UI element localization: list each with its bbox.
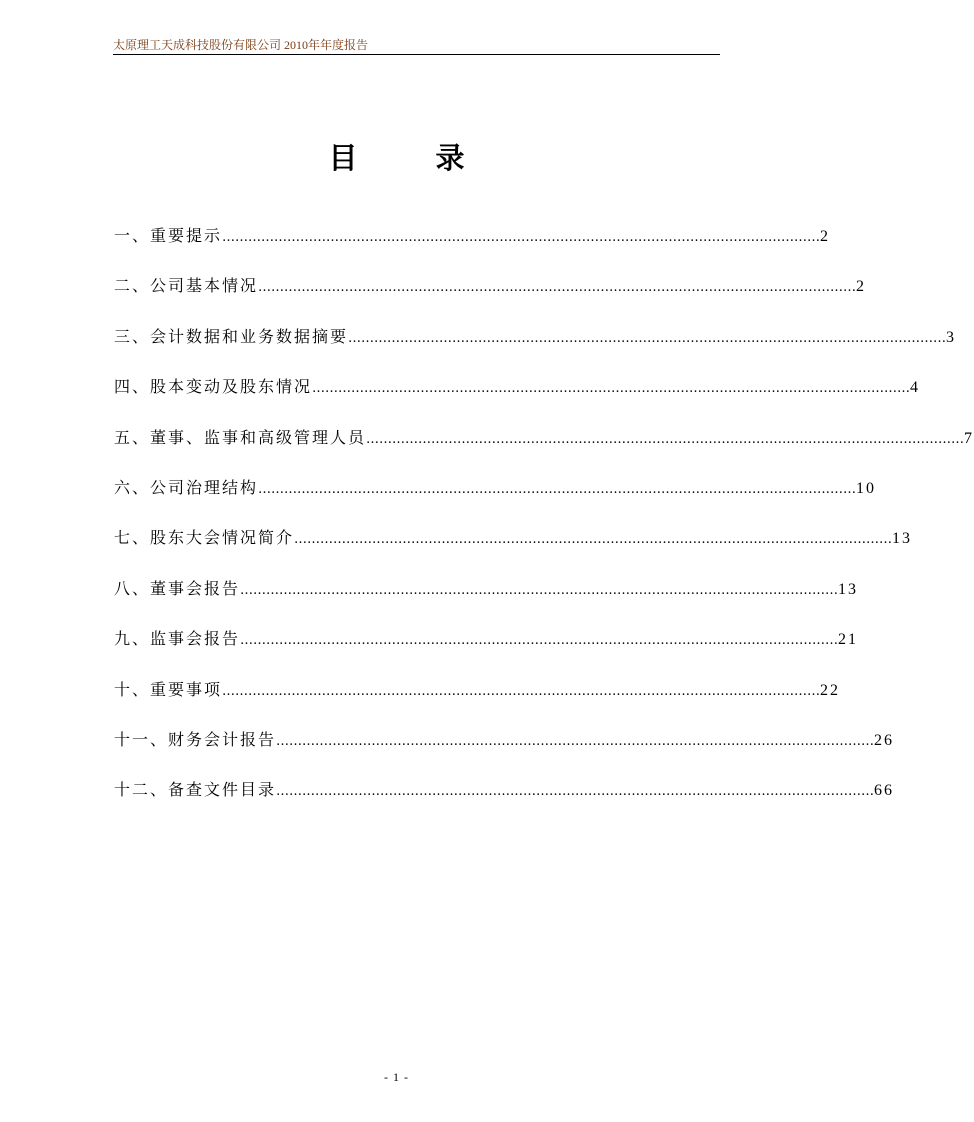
- toc-entry-page: 2: [856, 278, 867, 296]
- toc-entry[interactable]: [114, 224, 831, 274]
- toc-dot-leader: …………………………………………………………………………………………………………………………: [222, 683, 821, 699]
- toc-entry-label: 四、股本变动及股东情况: [114, 377, 313, 397]
- toc-entry-label: 十、重要事项: [114, 679, 223, 699]
- toc-entry[interactable]: [114, 678, 841, 728]
- toc-entry-page: 22: [820, 681, 841, 699]
- toc-dot-leader: …………………………………………………………………………………………………………………………: [366, 431, 965, 447]
- toc-dot-leader: …………………………………………………………………………………………………………………………: [240, 582, 839, 598]
- toc-entry-label: 九、监事会报告: [114, 629, 241, 649]
- toc-entry-label: 十二、备查文件目录: [114, 780, 277, 800]
- toc-entry-page: 13: [892, 530, 913, 548]
- toc-entry-label: 三、会计数据和业务数据摘要: [114, 326, 349, 346]
- toc-entry-page: 2: [820, 228, 831, 245]
- toc-dot-leader: …………………………………………………………………………………………………………………………: [258, 280, 857, 296]
- toc-entry[interactable]: [114, 627, 859, 677]
- toc-entry[interactable]: [114, 778, 895, 828]
- toc-entry-label: 一、重要提示: [114, 226, 223, 245]
- toc-entry[interactable]: [114, 476, 877, 526]
- toc-dot-leader: …………………………………………………………………………………………………………………………: [294, 532, 893, 548]
- header-text: 太原理工天成科技股份有限公司 2010年年度报告: [113, 38, 369, 52]
- toc-entry-label: 五、董事、监事和高级管理人员: [114, 427, 367, 447]
- toc-entry-label: 二、公司基本情况: [114, 276, 259, 296]
- toc-entry[interactable]: [114, 375, 921, 425]
- toc-entry-label: 六、公司治理结构: [114, 477, 259, 497]
- toc-dot-leader: …………………………………………………………………………………………………………………………: [258, 481, 857, 497]
- toc-entry-page: 13: [838, 580, 859, 598]
- toc-entry-page: 66: [874, 782, 895, 800]
- toc-entry[interactable]: [114, 274, 867, 324]
- toc-entry-page: 4: [910, 379, 921, 397]
- toc-entry-label: 十一、财务会计报告: [114, 729, 277, 749]
- running-header: [113, 36, 720, 55]
- toc-dot-leader: …………………………………………………………………………………………………………………………: [276, 784, 875, 800]
- toc-entry[interactable]: [114, 426, 974, 476]
- toc-entry[interactable]: [114, 728, 895, 778]
- toc-entry-page: 26: [874, 731, 895, 749]
- page-title: 目 录: [328, 141, 499, 175]
- table-of-contents: [114, 224, 974, 829]
- toc-dot-leader: …………………………………………………………………………………………………………………………: [222, 230, 821, 245]
- toc-entry-page: 10: [856, 479, 877, 497]
- toc-entry-page: 21: [838, 631, 859, 649]
- toc-entry-page: 7: [964, 429, 974, 447]
- toc-entry-page: 3: [946, 328, 957, 346]
- toc-entry-label: 七、股东大会情况简介: [114, 528, 295, 548]
- toc-dot-leader: …………………………………………………………………………………………………………………………: [240, 633, 839, 649]
- toc-entry[interactable]: [114, 526, 913, 576]
- toc-dot-leader: …………………………………………………………………………………………………………………………: [312, 381, 911, 397]
- toc-entry[interactable]: [114, 325, 957, 375]
- page-number: - 1 -: [384, 1070, 409, 1084]
- toc-dot-leader: …………………………………………………………………………………………………………………………: [348, 330, 947, 346]
- toc-dot-leader: …………………………………………………………………………………………………………………………: [276, 733, 875, 749]
- toc-entry-label: 八、董事会报告: [114, 578, 241, 598]
- toc-entry[interactable]: [114, 577, 859, 627]
